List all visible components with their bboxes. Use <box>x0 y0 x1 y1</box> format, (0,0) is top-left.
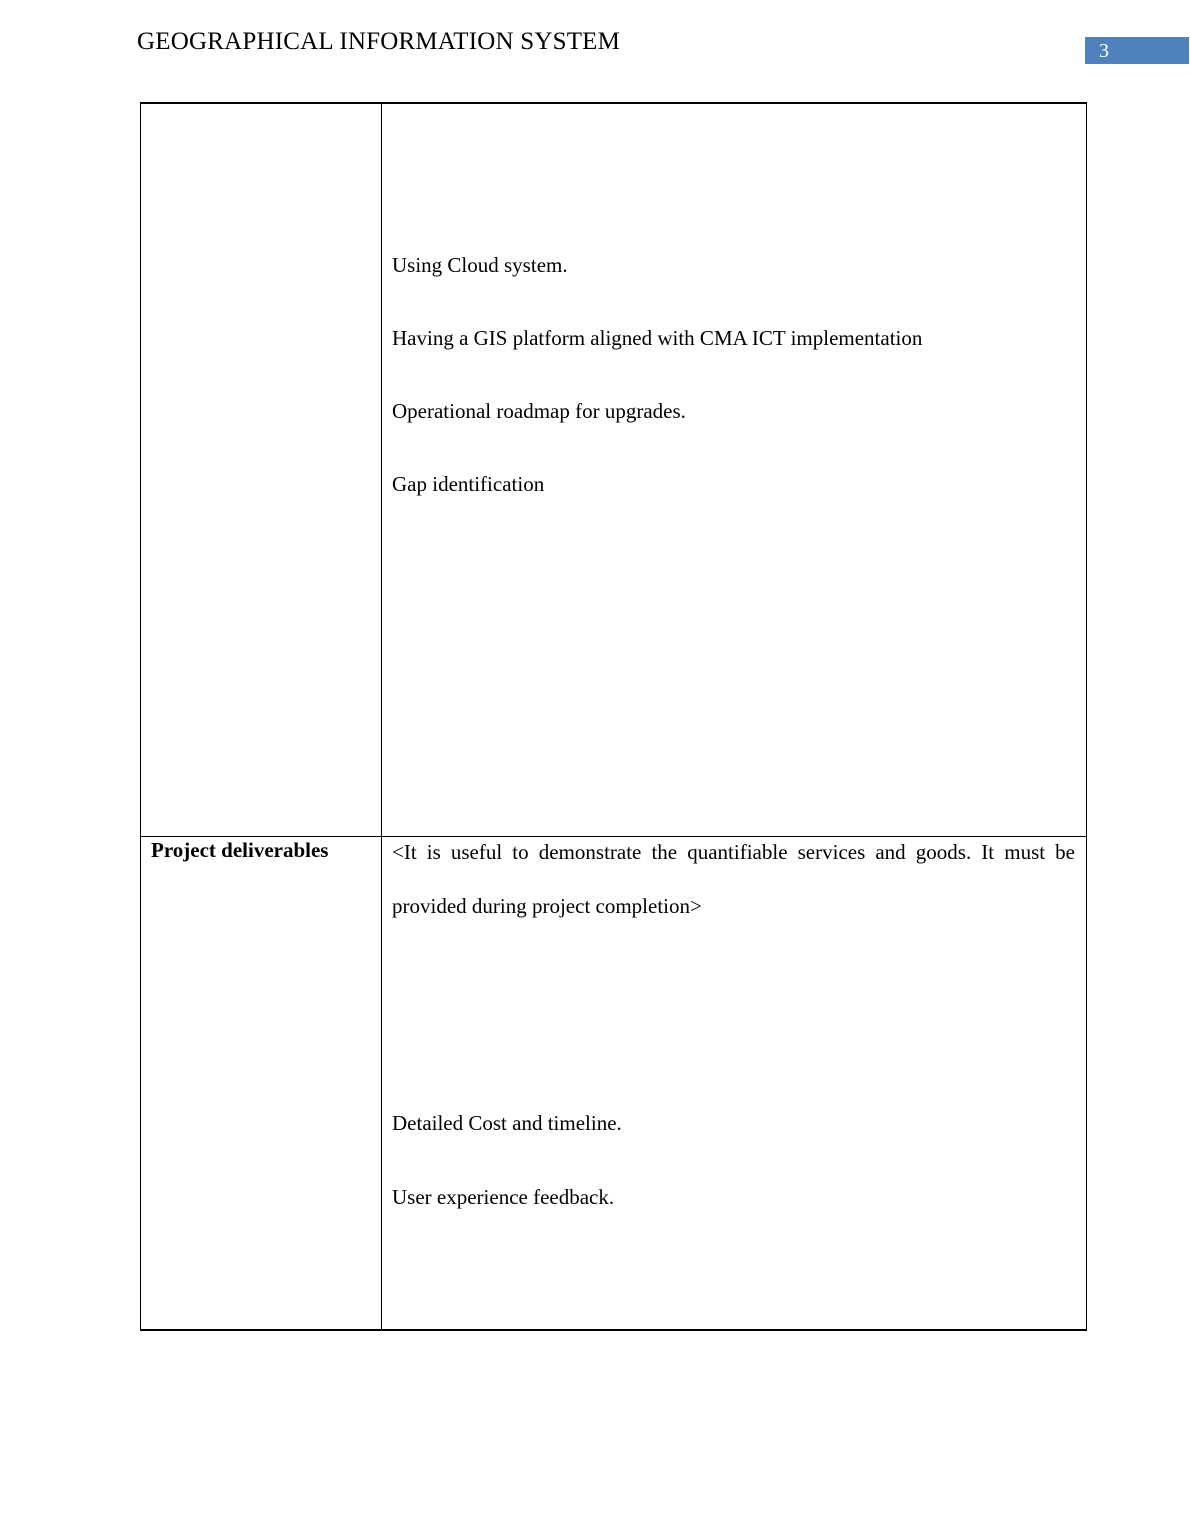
page-header-title: GEOGRAPHICAL INFORMATION SYSTEM <box>137 28 621 55</box>
row-label-cell <box>141 837 382 1331</box>
page-number-badge: 3 <box>1085 37 1189 64</box>
list-item: Using Cloud system. <box>392 253 568 277</box>
table-row <box>141 837 1087 1331</box>
deliverables-description: <It is useful to demonstrate the quantifiable services and goods. It must be provided during project completion> <box>392 840 1075 918</box>
row-content-cell <box>382 103 1087 837</box>
list-item: User experience feedback. <box>392 1185 615 1209</box>
row-label-project-deliverables: Project deliverables <box>151 838 329 862</box>
row-label-cell <box>141 103 382 837</box>
list-item: Gap identification <box>392 472 545 496</box>
list-item: Having a GIS platform aligned with CMA ICT implementation <box>392 326 923 350</box>
list-item: Detailed Cost and timeline. <box>392 1111 622 1135</box>
list-item: Operational roadmap for upgrades. <box>392 399 686 423</box>
row-content-cell <box>382 837 1087 1331</box>
project-table <box>140 102 1087 1331</box>
table-row <box>141 103 1087 837</box>
